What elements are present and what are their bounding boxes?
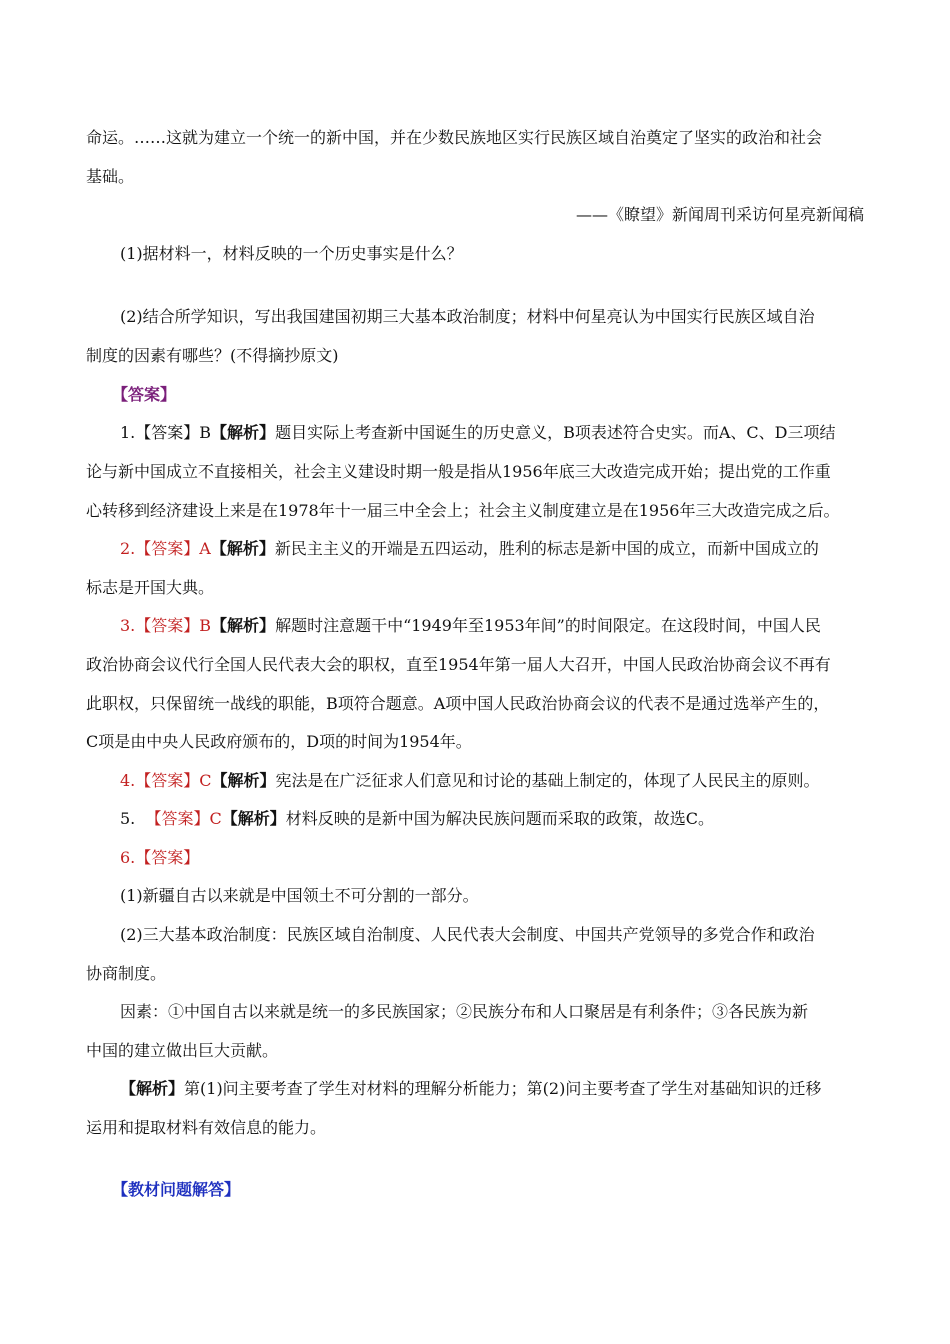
answer-4-line-1 [120,771,820,791]
answer-5-line-1 [120,809,714,829]
answer-2-number: 2. [120,539,136,558]
answer-heading: 【答案】 [112,385,177,404]
answer-4-tag: 【答案】 [135,771,200,790]
answer-1-line-3: 心转移到经济建设上来是在1978年十一届三中全会上；社会主义制度建立是在1956年三大改造完成之后。 [86,501,840,520]
answer-6-factors-line-2: 中国的建立做出巨大贡献。 [86,1041,279,1060]
answer-3-choice: B [199,616,212,635]
answer-4-text: 宪法是在广泛征求人们意见和讨论的基础上制定的，体现了人民民主的原则。 [275,771,820,790]
material-source: ——《瞭望》新闻周刊采访何星亮新闻稿 [575,205,864,224]
answer-1-analysis-tag: 【解析】 [211,423,276,442]
answer-6-part-2-line-2: 协商制度。 [86,964,167,983]
answer-1-line-1 [120,423,835,443]
answer-3-line-3: 此职权，只保留统一战线的职能，B项符合题意。A项中国人民政治协商会议的代表不是通过选举产生的， [86,694,830,713]
answer-3-analysis-tag: 【解析】 [211,616,276,635]
answer-4-analysis-tag: 【解析】 [211,771,276,790]
answer-6-analysis-text: 第(1)问主要考查了学生对材料的理解分析能力；第(2)问主要考查了学生对基础知识的迁移 [184,1079,822,1098]
answer-3-line-4: C项是由中央人民政府颁布的，D项的时间为1954年。 [86,732,472,751]
answer-1-text: 题目实际上考查新中国诞生的历史意义，B项表述符合史实。而A、C、D三项结 [275,423,836,442]
material-line-2: 基础。 [86,167,135,186]
answer-2-line-2: 标志是开国大典。 [86,578,215,597]
answer-6-heading [120,848,199,868]
answer-2-line-1 [120,539,819,559]
answer-6-analysis-line-2: 运用和提取材料有效信息的能力。 [86,1118,327,1137]
answer-1-choice: B [199,423,212,442]
answer-5-text: 材料反映的是新中国为解决民族问题而采取的政策，故选C。 [285,809,714,828]
answer-1-number: 1. [120,423,136,442]
answer-6-tag: 【答案】 [135,848,200,867]
answer-5-choice: C [209,809,222,828]
answer-2-text: 新民主主义的开端是五四运动，胜利的标志是新中国的成立，而新中国成立的 [274,539,819,558]
answer-2-choice: A [199,539,211,558]
answer-3-number: 3. [120,616,136,635]
question-1: (1)据材料一，材料反映的一个历史事实是什么？ [120,244,463,263]
answer-6-analysis-tag: 【解析】 [120,1079,185,1098]
answer-5-tag: 【答案】 [145,809,210,828]
answer-6-analysis-line-1 [120,1079,821,1099]
answer-1-line-2: 论与新中国成立不直接相关，社会主义建设时期一般是指从1956年底三大改造完成开始；提出党的工作重 [86,462,831,481]
question-2-line-2: 制度的因素有哪些？(不得摘抄原文) [86,346,339,365]
answer-4-number: 4. [120,771,136,790]
answer-3-line-1 [120,616,821,636]
answer-3-line-2: 政治协商会议代行全国人民代表大会的职权，直至1954年第一届人大召开，中国人民政治协商会议不再有 [86,655,831,674]
answer-2-tag: 【答案】 [135,539,200,558]
answer-6-part-1: (1)新疆自古以来就是中国领土不可分割的一部分。 [120,886,479,905]
material-line-1: 命运。……这就为建立一个统一的新中国，并在少数民族地区实行民族区域自治奠定了坚实的政治和社会 [86,128,823,147]
answer-6-factors-line-1: 因素：①中国自古以来就是统一的多民族国家；②民族分布和人口聚居是有利条件；③各民族为新 [120,1002,809,1021]
answer-4-choice: C [199,771,212,790]
answer-6-number: 6. [120,848,136,867]
answer-3-tag: 【答案】 [135,616,200,635]
textbook-answers-heading: 【教材问题解答】 [112,1180,241,1199]
answer-5-analysis-tag: 【解析】 [221,809,286,828]
answer-2-analysis-tag: 【解析】 [210,539,275,558]
question-2-line-1: (2)结合所学知识，写出我国建国初期三大基本政治制度；材料中何星亮认为中国实行民族区域自治 [120,307,815,326]
answer-3-text: 解题时注意题干中“1949年至1953年间”的时间限定。在这段时间，中国人民 [275,616,821,635]
answer-5-number: 5. [120,809,136,828]
answer-6-part-2-line-1: (2)三大基本政治制度：民族区域自治制度、人民代表大会制度、中国共产党领导的多党合作和政治 [120,925,815,944]
answer-1-tag: 【答案】 [135,423,200,442]
